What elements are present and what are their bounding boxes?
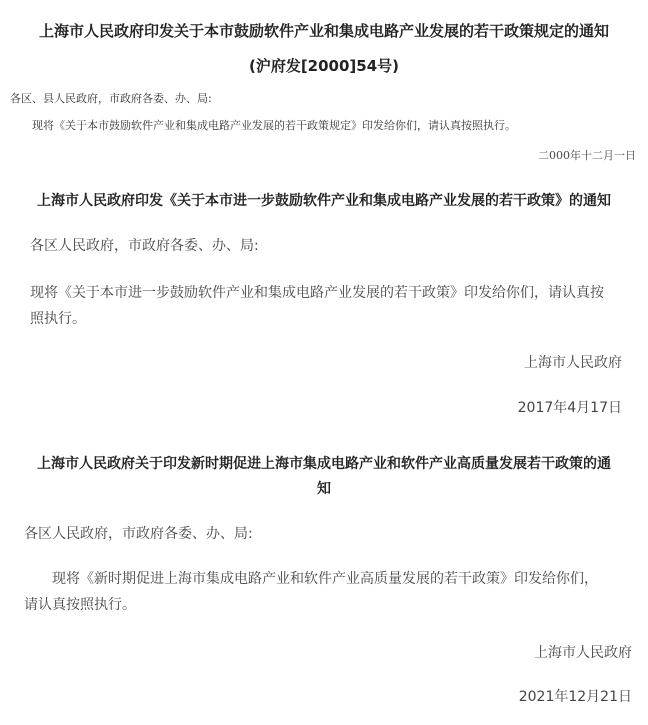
document-number: (沪府发[2000]54号) [248,57,400,75]
body-text-2017-line2: 照执行。 [30,311,86,327]
notice-title-2021 [20,452,628,502]
notice-title-2017: 上海市人民政府印发《关于本市进一步鼓励软件产业和集成电路产业发展的若干政策》的通知 [37,193,611,209]
notice-title-2021-line1: 上海市人民政府关于印发新时期促进上海市集成电路产业和软件产业高质量发展若干政策的通 [37,456,611,472]
addressee-2021: 各区人民政府，市政府各委、办、局: [24,526,253,542]
signatory-2021: 上海市人民政府 [534,645,632,661]
body-text-2000: 现将《关于本市鼓励软件产业和集成电路产业发展的若干政策规定》印发给你们，请认真按照执行。 [32,119,516,132]
date-2017: 2017年4月17日 [517,400,622,416]
body-text-2017-line1: 现将《关于本市进一步鼓励软件产业和集成电路产业发展的若干政策》印发给你们，请认真按 [30,285,604,301]
date-2000: 二000年十二月一日 [538,149,636,162]
notice-title-2000: 上海市人民政府印发关于本市鼓励软件产业和集成电路产业发展的若干政策规定的通知 [38,22,609,40]
signatory-2017: 上海市人民政府 [524,355,622,371]
addressee-2000: 各区、县人民政府，市政府各委、办、局: [10,92,212,105]
addressee-2017: 各区人民政府，市政府各委、办、局: [30,238,259,254]
date-2021: 2021年12月21日 [518,689,632,705]
notice-title-2021-line2: 知 [317,481,331,497]
body-text-2021-line2: 请认真按照执行。 [24,597,136,613]
body-text-2021-line1: 现将《新时期促进上海市集成电路产业和软件产业高质量发展的若干政策》印发给你们， [52,571,598,587]
